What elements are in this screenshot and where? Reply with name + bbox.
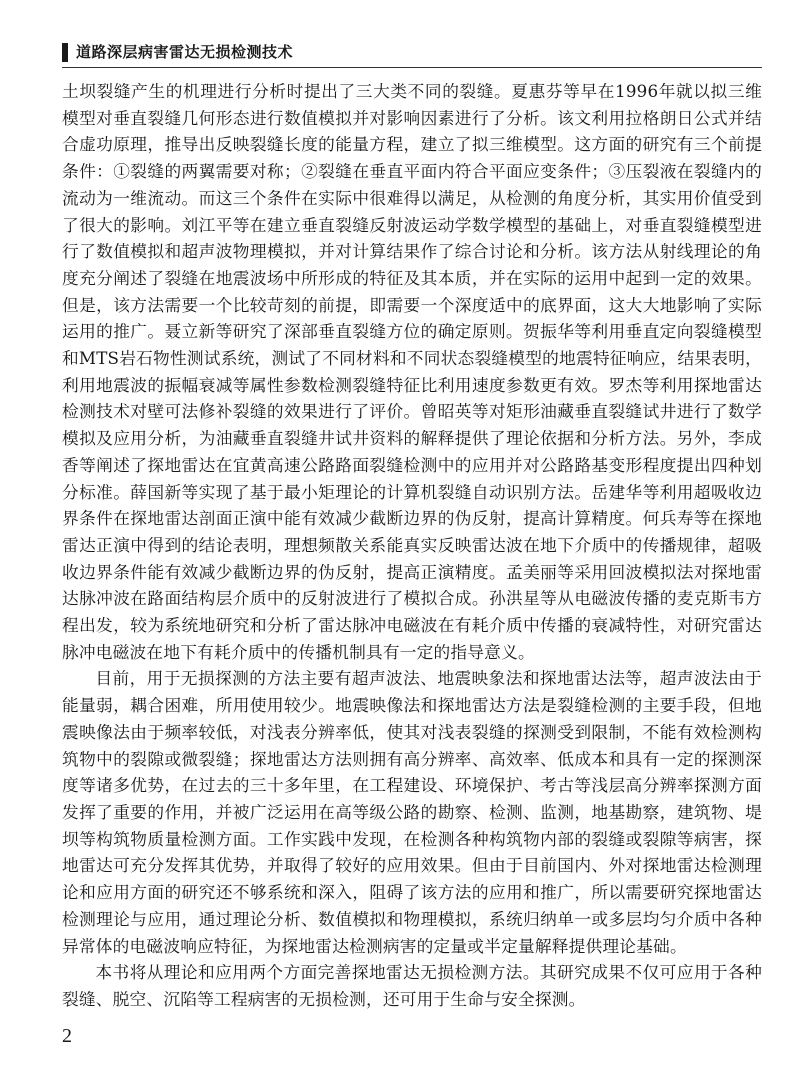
body-text <box>62 78 762 1013</box>
paragraph-1: 土坝裂缝产生的机理进行分析时提出了三大类不同的裂缝。夏惠芬等早在1996年就以拟三维模型对垂直裂缝几何形态进行数值模拟并对影响因素进行了分析。该文利用拉格朗日公式并结合虚功原理，推导出反映裂缝长度的能量方程，建立了拟三维模型。这方面的研究有三个前提条件：①裂缝的两翼需要对称；②裂缝在垂直平面内符合平面应变条件；③压裂液在裂缝内的流动为一维流动。而这三个条件在实际中很难得以满足，从检测的角度分析，其实用价值受到了很大的影响。刘江平等在建立垂直裂缝反射波运动学数学模型的基础上，对垂直裂缝模型进行了数值模拟和超声波物理模拟，并对计算结果作了综合讨论和分析。该方法从射线理论的角度充分阐述了裂缝在地震波场中所形成的特征及其本质，并在实际的运用中起到一定的效果。但是，该方法需要一个比较苛刻的前提，即需要一个深度适中的底界面，这大大地影响了实际运用的推广。聂立新等研究了深部垂直裂缝方位的确定原则。贺振华等利用垂直定向裂缝模型和MTS岩石物性测试系统，测试了不同材料和不同状态裂缝模型的地震特征响应，结果表明，利用地震波的振幅衰减等属性参数检测裂缝特征比利用速度参数更有效。罗杰等利用探地雷达检测技术对壁可法修补裂缝的效果进行了评价。曾昭英等对矩形油藏垂直裂缝试井进行了数学模拟及应用分析，为油藏垂直裂缝井试井资料的解释提供了理论依据和分析方法。另外，李成香等阐述了探地雷达在宜黄高速公路路面裂缝检测中的应用并对公路路基变形程度提出四种划分标准。薛国新等实现了基于最小矩理论的计算机裂缝自动识别方法。岳建华等利用超吸收边界条件在探地雷达剖面正演中能有效减少截断边界的伪反射，提高计算精度。何兵寿等在探地雷达正演中得到的结论表明，理想频散关系能真实反映雷达波在地下介质中的传播规律，超吸收边界条件能有效减少截断边界的伪反射，提高正演精度。孟美丽等采用回波模拟法对探地雷达脉冲波在路面结构层介质中的反射波进行了模拟合成。孙洪星等从电磁波传播的麦克斯韦方程出发，较为系统地研究和分析了雷达脉冲电磁波在有耗介质中传播的衰减特性，对研究雷达脉冲电磁波在地下有耗介质中的传播机制具有一定的指导意义。 <box>62 81 762 662</box>
running-header <box>62 40 762 68</box>
page-number: 2 <box>62 1025 72 1047</box>
paragraph-3: 本书将从理论和应用两个方面完善探地雷达无损检测方法。其研究成果不仅可应用于各种裂缝、脱空、沉陷等工程病害的无损检测，还可用于生命与安全探测。 <box>62 962 762 1009</box>
paragraph-2: 目前，用于无损探测的方法主要有超声波法、地震映象法和探地雷达法等，超声波法由于能量弱，耦合困难，所用使用较少。地震映像法和探地雷达方法是裂缝检测的主要手段，但地震映像法由于频率较低，对浅表分辨率低，使其对浅表裂缝的探测受到限制，不能有效检测构筑物中的裂隙或微裂缝；探地雷达方法则拥有高分辨率、高效率、低成本和具有一定的探测深度等诸多优势，在过去的三十多年里，在工程建设、环境保护、考古等浅层高分辨率探测方面发挥了重要的作用，并被广泛运用在高等级公路的勘察、检测、监测，地基勘察，建筑物、堤坝等构筑物质量检测方面。工作实践中发现，在检测各种构筑物内部的裂缝或裂隙等病害，探地雷达可充分发挥其优势，并取得了较好的应用效果。但由于目前国内、外对探地雷达检测理论和应用方面的研究还不够系统和深入，阻碍了该方法的应用和推广，所以需要研究探地雷达检测理论与应用，通过理论分析、数值模拟和物理模拟，系统归纳单一或多层均匀介质中各种异常体的电磁波响应特征，为探地雷达检测病害的定量或半定量解释提供理论基础。 <box>62 668 762 956</box>
header-marker-bar <box>62 43 68 62</box>
header-rule <box>62 67 762 68</box>
running-title: 道路深层病害雷达无损检测技术 <box>76 43 294 61</box>
